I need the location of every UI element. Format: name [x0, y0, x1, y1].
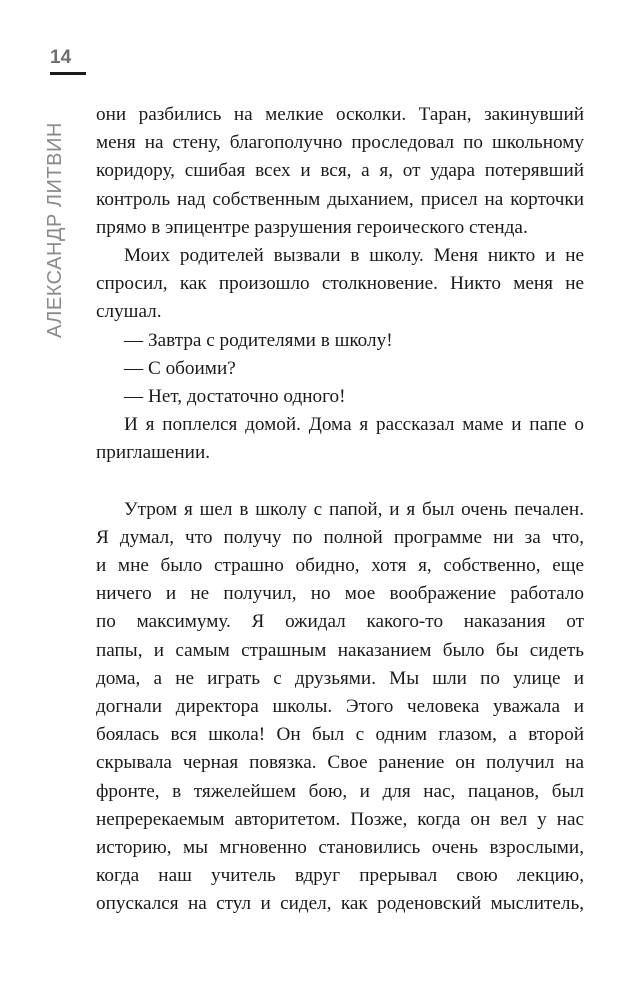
text-line: догнали директора школы. Этого человека уважала и — [96, 695, 584, 717]
text-line: фронте, в тяжелейшем бою, и для нас, пацанов, был — [96, 780, 584, 802]
text-line: непререкаемым авторитетом. Позже, когда он вел у нас — [96, 808, 584, 830]
text-line: прямо в эпицентре разрушения героического стенда. — [96, 216, 528, 238]
dialogue-line: — Завтра с родителями в школу! — [124, 329, 393, 351]
text-line: Моих родителей вызвали в школу. Меня никто и не — [124, 244, 584, 266]
text-line: они разбились на мелкие осколки. Таран, закинувший — [96, 104, 584, 125]
text-line: спросил, как произошло столкновение. Никто меня не — [96, 273, 584, 295]
text-line: меня на стену, благополучно проследовал по школьному — [96, 132, 584, 154]
text-line: слушал. — [96, 301, 162, 323]
text-line: по максимуму. Я ожидал какого-то наказания от — [96, 611, 584, 633]
text-line: контроль над собственным дыханием, присел на корточки — [96, 188, 584, 210]
text-line: папы, и самым страшным наказанием было бы сидеть — [96, 639, 584, 661]
text-line: опускался на стул и сидел, как роденовский мыслитель, — [96, 893, 584, 915]
text-line: Я думал, что получу по полной программе ни за что, — [96, 526, 584, 548]
text-line: и мне было страшно обидно, хотя я, собственно, еще — [96, 555, 584, 576]
dialogue-line: — Нет, достаточно одного! — [124, 385, 346, 407]
text-line: боялась вся школа! Он был с одним глазом, а второй — [96, 724, 584, 746]
text-line: дома, а не играть с друзьями. Мы шли по улице и — [96, 667, 584, 689]
body-text — [96, 101, 584, 918]
text-line: приглашении. — [96, 442, 211, 464]
page-number-rule — [50, 72, 86, 75]
text-line: скрывала черная повязка. Свое ранение он получил на — [96, 752, 584, 774]
text-line: И я поплелся домой. Дома я рассказал маме и папе о — [124, 414, 584, 436]
page-number: 14 — [50, 47, 72, 68]
text-line: ничего и не получил, но мое воображение работало — [96, 583, 584, 605]
dialogue-line: — С обоими? — [124, 357, 236, 379]
running-head-author: АЛЕКСАНДР ЛИТВИН — [44, 122, 66, 338]
text-line: коридору, сшибая всех и вся, а я, от удара потерявший — [96, 160, 584, 182]
text-line: Утром я шел в школу с папой, и я был очень печален. — [124, 498, 584, 520]
text-line: когда наш учитель вдруг прерывал свою лекцию, — [96, 865, 584, 887]
text-line: историю, мы мгновенно становились очень взрослыми, — [96, 836, 584, 858]
section-break — [96, 467, 584, 495]
